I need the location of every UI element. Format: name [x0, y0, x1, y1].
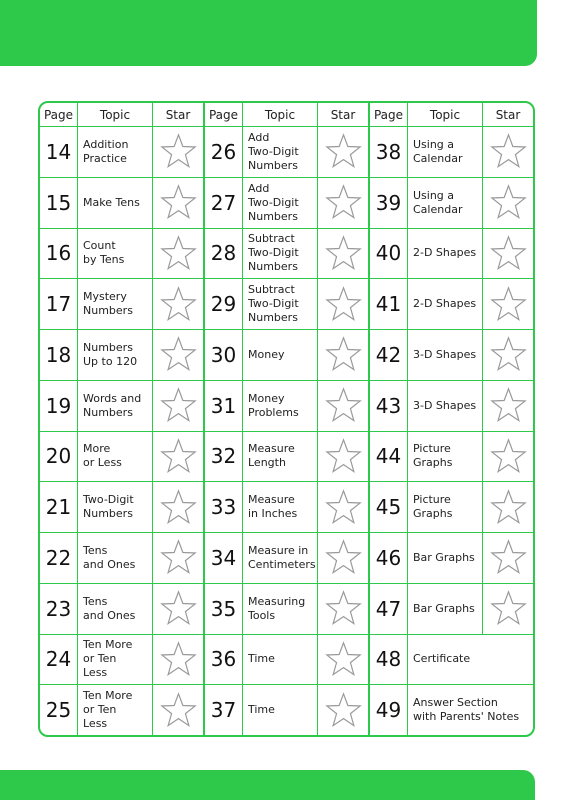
topic-cell: [408, 279, 483, 329]
table-row: [370, 532, 533, 583]
topic-label: Money: [248, 347, 285, 361]
star-outline-icon[interactable]: [490, 438, 527, 475]
star-cell[interactable]: [318, 432, 368, 482]
star-outline-icon[interactable]: [325, 133, 362, 170]
topic-cell: [78, 381, 153, 431]
star-cell[interactable]: [153, 685, 203, 735]
topic-label: Measure Length: [248, 442, 295, 470]
topic-label: Add Two-Digit Numbers: [248, 130, 299, 172]
topic-label: Picture Graphs: [413, 442, 453, 470]
topic-cell: [78, 533, 153, 583]
star-outline-icon[interactable]: [490, 235, 527, 272]
star-outline-icon[interactable]: [160, 489, 197, 526]
topic-label: Make Tens: [83, 195, 140, 209]
table-row: [370, 684, 533, 735]
star-cell[interactable]: [153, 330, 203, 380]
page-number: 16: [40, 229, 78, 279]
table-row: [40, 278, 203, 329]
table-row: [370, 329, 533, 380]
topic-label: Measure in Centimeters: [248, 543, 316, 571]
page-number: 31: [205, 381, 243, 431]
topic-label: Ten More or Ten Less: [83, 689, 133, 731]
topic-cell: [243, 685, 318, 735]
star-outline-icon[interactable]: [160, 184, 197, 221]
topic-label: 3-D Shapes: [413, 398, 477, 412]
table-row: [205, 380, 368, 431]
page-number: 30: [205, 330, 243, 380]
table-row: [370, 228, 533, 279]
table-row: [370, 481, 533, 532]
star-cell[interactable]: [483, 178, 533, 228]
page-number: 27: [205, 178, 243, 228]
page-number: 49: [370, 685, 408, 735]
star-cell[interactable]: [483, 482, 533, 532]
page-number: 14: [40, 127, 78, 177]
topic-cell: [243, 127, 318, 177]
topic-cell: [78, 178, 153, 228]
table-row: [40, 431, 203, 482]
topic-cell: [243, 432, 318, 482]
topic-cell: [408, 533, 483, 583]
table-row: [40, 329, 203, 380]
topic-cell: [408, 178, 483, 228]
topic-cell: [408, 127, 483, 177]
star-cell[interactable]: [483, 127, 533, 177]
page-number: 20: [40, 432, 78, 482]
page-number: 23: [40, 584, 78, 634]
star-outline-icon[interactable]: [160, 590, 197, 627]
star-outline-icon[interactable]: [490, 489, 527, 526]
page-number: 26: [205, 127, 243, 177]
table-row: [40, 228, 203, 279]
topic-cell: [78, 432, 153, 482]
page-number: 43: [370, 381, 408, 431]
topic-label: Tens and Ones: [83, 543, 136, 571]
star-cell[interactable]: [318, 330, 368, 380]
page-number: 29: [205, 279, 243, 329]
topic-cell: [78, 482, 153, 532]
table-row: [40, 583, 203, 634]
topic-label: Using a Calendar: [413, 188, 463, 216]
topic-cell: [408, 330, 483, 380]
page-number: 39: [370, 178, 408, 228]
star-outline-icon[interactable]: [490, 336, 527, 373]
star-cell[interactable]: [153, 482, 203, 532]
table-row: [205, 228, 368, 279]
page-number: 46: [370, 533, 408, 583]
topic-cell: [243, 533, 318, 583]
star-outline-icon[interactable]: [325, 590, 362, 627]
star-outline-icon[interactable]: [160, 387, 197, 424]
star-cell[interactable]: [483, 381, 533, 431]
topic-label: More or Less: [83, 442, 122, 470]
table-row: [40, 532, 203, 583]
star-outline-icon[interactable]: [490, 133, 527, 170]
topic-cell: [243, 279, 318, 329]
topic-label: Time: [248, 652, 275, 666]
topic-label: Using a Calendar: [413, 137, 463, 165]
star-cell[interactable]: [483, 229, 533, 279]
star-outline-icon[interactable]: [490, 184, 527, 221]
star-cell[interactable]: [318, 381, 368, 431]
table-row: [40, 684, 203, 735]
star-outline-icon[interactable]: [325, 641, 362, 678]
page-number: 48: [370, 635, 408, 685]
header-topic: Topic: [243, 103, 318, 126]
table-row: [40, 380, 203, 431]
topic-cell: [243, 584, 318, 634]
page-number: 28: [205, 229, 243, 279]
star-cell[interactable]: [153, 584, 203, 634]
topic-label: Money Problems: [248, 391, 299, 419]
page-number: 19: [40, 381, 78, 431]
topic-cell: [408, 584, 483, 634]
star-outline-icon[interactable]: [325, 336, 362, 373]
topic-cell: [78, 635, 153, 685]
page-number: 45: [370, 482, 408, 532]
page-number: 17: [40, 279, 78, 329]
page-number: 34: [205, 533, 243, 583]
page-number: 41: [370, 279, 408, 329]
header-star: Star: [165, 107, 191, 122]
table-header-row: [40, 103, 203, 127]
page-number: 47: [370, 584, 408, 634]
star-cell[interactable]: [483, 432, 533, 482]
star-outline-icon[interactable]: [160, 133, 197, 170]
star-cell[interactable]: [318, 584, 368, 634]
star-cell[interactable]: [153, 127, 203, 177]
table-row: [370, 583, 533, 634]
topic-cell: [408, 635, 533, 685]
table-row: [370, 634, 533, 685]
topic-label: Tens and Ones: [83, 594, 136, 622]
table-row: [40, 177, 203, 228]
star-outline-icon[interactable]: [325, 539, 362, 576]
header-page: Page: [370, 103, 408, 126]
table-row: [370, 127, 533, 177]
topic-label: Addition Practice: [83, 137, 129, 165]
topic-label: Two-Digit Numbers: [83, 493, 134, 521]
top-green-band: [0, 0, 537, 66]
topic-cell: [78, 584, 153, 634]
topic-cell: [243, 482, 318, 532]
topic-cell: [408, 381, 483, 431]
header-page: Page: [40, 103, 78, 126]
table-header-row: [205, 103, 368, 127]
topic-label: Measure in Inches: [248, 493, 298, 521]
table-column-2: [203, 103, 368, 735]
star-outline-icon[interactable]: [490, 387, 527, 424]
topic-cell: [78, 229, 153, 279]
star-outline-icon[interactable]: [325, 489, 362, 526]
star-outline-icon[interactable]: [490, 590, 527, 627]
star-cell[interactable]: [483, 330, 533, 380]
topic-cell: [408, 482, 483, 532]
topic-label: Certificate: [413, 652, 471, 666]
page-number: 24: [40, 635, 78, 685]
star-outline-icon[interactable]: [160, 692, 197, 729]
topic-label: Subtract Two-Digit Numbers: [248, 232, 299, 274]
table-row: [370, 177, 533, 228]
topic-cell: [243, 635, 318, 685]
header-topic: Topic: [78, 103, 153, 126]
topic-cell: [243, 229, 318, 279]
topic-cell: [78, 685, 153, 735]
star-cell[interactable]: [318, 533, 368, 583]
header-star: Star: [495, 107, 521, 122]
table-row: [370, 278, 533, 329]
header-page: Page: [205, 103, 243, 126]
bottom-green-band: [0, 770, 535, 800]
topic-label: Subtract Two-Digit Numbers: [248, 283, 299, 325]
page-number: 21: [40, 482, 78, 532]
topic-label: Measuring Tools: [248, 594, 306, 622]
star-outline-icon[interactable]: [325, 235, 362, 272]
star-outline-icon[interactable]: [325, 387, 362, 424]
topic-label: Ten More or Ten Less: [83, 638, 133, 680]
star-cell[interactable]: [153, 533, 203, 583]
topic-label: 2-D Shapes: [413, 297, 477, 311]
star-cell[interactable]: [153, 635, 203, 685]
topic-label: Bar Graphs: [413, 601, 475, 615]
table-row: [370, 380, 533, 431]
progress-chart-table: [38, 101, 535, 737]
table-row: [205, 634, 368, 685]
topic-label: Picture Graphs: [413, 493, 453, 521]
topic-label: Count by Tens: [83, 239, 125, 267]
star-cell[interactable]: [318, 127, 368, 177]
table-row: [205, 583, 368, 634]
star-outline-icon[interactable]: [490, 286, 527, 323]
page-number: 37: [205, 685, 243, 735]
table-row: [40, 481, 203, 532]
star-outline-icon[interactable]: [160, 641, 197, 678]
star-outline-icon[interactable]: [325, 692, 362, 729]
page-number: 18: [40, 330, 78, 380]
topic-label: Mystery Numbers: [83, 290, 133, 318]
table-row: [205, 177, 368, 228]
page-number: 44: [370, 432, 408, 482]
page-number: 40: [370, 229, 408, 279]
star-cell[interactable]: [318, 178, 368, 228]
table-row: [205, 684, 368, 735]
table-row: [40, 127, 203, 177]
topic-label: 2-D Shapes: [413, 246, 477, 260]
table-row: [205, 532, 368, 583]
topic-cell: [78, 127, 153, 177]
topic-cell: [78, 279, 153, 329]
star-cell[interactable]: [153, 432, 203, 482]
star-cell[interactable]: [483, 279, 533, 329]
topic-cell: [408, 229, 483, 279]
topic-cell: [243, 178, 318, 228]
page-number: 25: [40, 685, 78, 735]
star-outline-icon[interactable]: [160, 235, 197, 272]
star-outline-icon[interactable]: [160, 438, 197, 475]
page-number: 38: [370, 127, 408, 177]
star-outline-icon[interactable]: [160, 336, 197, 373]
table-row: [205, 329, 368, 380]
star-cell[interactable]: [153, 381, 203, 431]
table-row: [205, 127, 368, 177]
topic-cell: [408, 432, 483, 482]
topic-label: Answer Section with Parents' Notes: [413, 696, 520, 724]
table-row: [205, 278, 368, 329]
star-cell[interactable]: [153, 229, 203, 279]
star-cell[interactable]: [153, 279, 203, 329]
star-cell[interactable]: [483, 584, 533, 634]
topic-cell: [243, 381, 318, 431]
page-number: 33: [205, 482, 243, 532]
star-outline-icon[interactable]: [160, 286, 197, 323]
header-topic: Topic: [408, 103, 483, 126]
star-outline-icon[interactable]: [490, 539, 527, 576]
table-row: [205, 431, 368, 482]
topic-label: Add Two-Digit Numbers: [248, 181, 299, 223]
topic-label: Bar Graphs: [413, 550, 475, 564]
topic-label: 3-D Shapes: [413, 347, 477, 361]
table-column-1: [40, 103, 203, 735]
table-row: [370, 431, 533, 482]
page-number: 32: [205, 432, 243, 482]
page-number: 35: [205, 584, 243, 634]
star-cell[interactable]: [153, 178, 203, 228]
star-cell[interactable]: [483, 533, 533, 583]
page-number: 22: [40, 533, 78, 583]
topic-cell: [408, 685, 533, 735]
table-column-3: [368, 103, 533, 735]
table-row: [205, 481, 368, 532]
star-outline-icon[interactable]: [325, 184, 362, 221]
page-number: 42: [370, 330, 408, 380]
table-row: [40, 634, 203, 685]
header-star: Star: [330, 107, 356, 122]
table-header-row: [370, 103, 533, 127]
star-cell[interactable]: [318, 482, 368, 532]
topic-label: Words and Numbers: [83, 391, 142, 419]
star-cell[interactable]: [318, 279, 368, 329]
star-cell[interactable]: [318, 685, 368, 735]
page-number: 15: [40, 178, 78, 228]
page-number: 36: [205, 635, 243, 685]
topic-cell: [78, 330, 153, 380]
star-cell[interactable]: [318, 635, 368, 685]
star-cell[interactable]: [318, 229, 368, 279]
topic-cell: [243, 330, 318, 380]
topic-label: Time: [248, 703, 275, 717]
star-outline-icon[interactable]: [325, 438, 362, 475]
topic-label: Numbers Up to 120: [83, 340, 138, 368]
star-outline-icon[interactable]: [160, 539, 197, 576]
star-outline-icon[interactable]: [325, 286, 362, 323]
